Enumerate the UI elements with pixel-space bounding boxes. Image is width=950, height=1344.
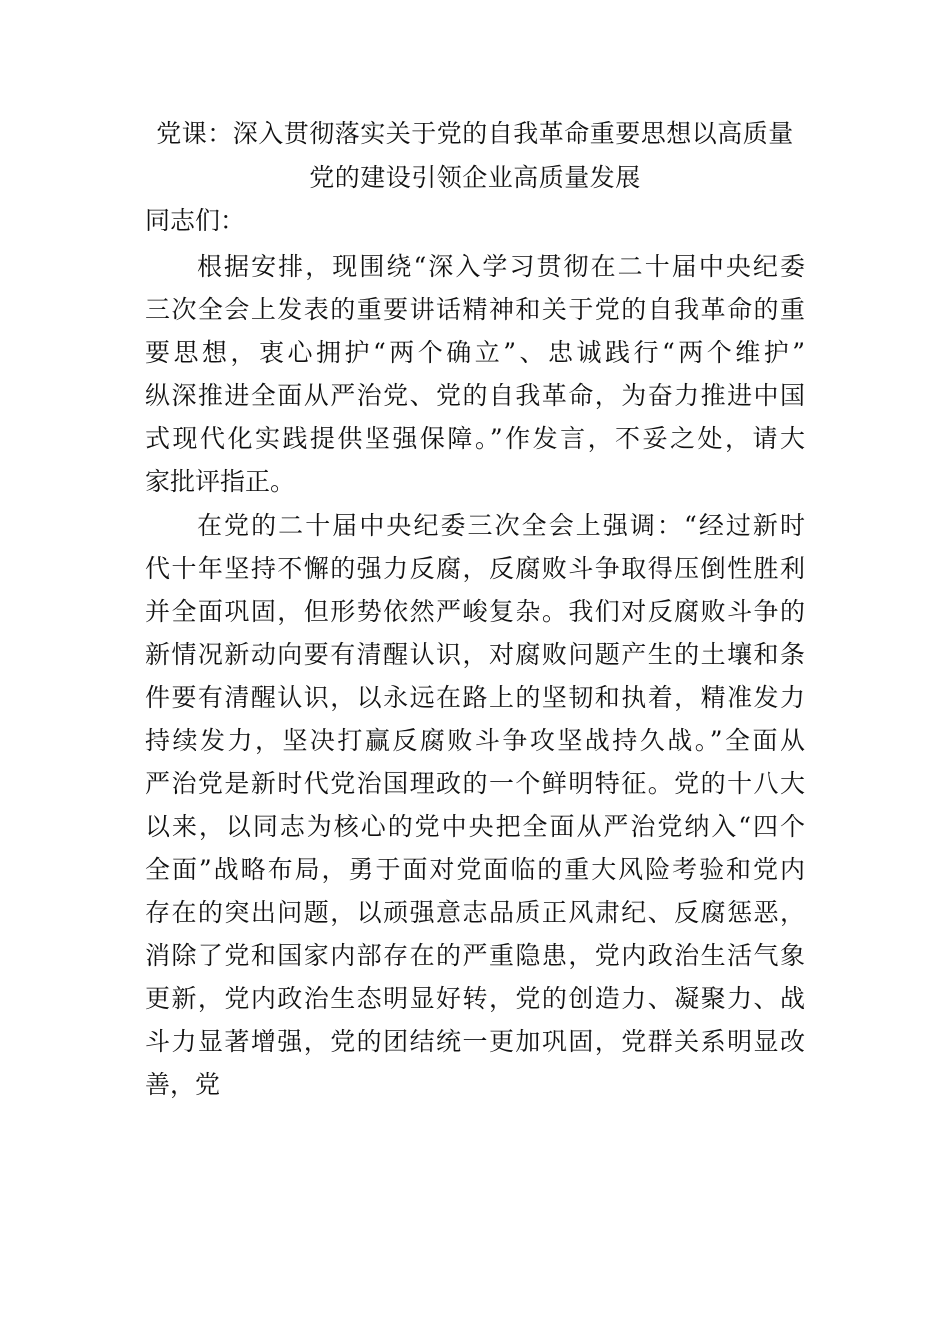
paragraph-2-line: 并全面巩固，但形势依然严峻复杂。我们对反腐败斗争的 (145, 597, 805, 626)
paragraph-2-line: 存在的突出问题，以顽强意志品质正风肃纪、反腐惩恶， (145, 898, 805, 927)
document-title-line-1: 党课：深入贯彻落实关于党的自我革命重要思想以高质量 (156, 119, 794, 148)
paragraph-2-line: 持续发力，坚决打赢反腐败斗争攻坚战持久战。”全面从 (145, 726, 805, 755)
paragraph-1-line: 式现代化实践提供坚强保障。”作发言，不妥之处，请大 (145, 424, 805, 453)
salutation: 同志们： (145, 206, 246, 235)
paragraph-2-line: 严治党是新时代党治国理政的一个鲜明特征。党的十八大 (145, 769, 805, 798)
paragraph-2-line: 全面”战略布局，勇于面对党面临的重大风险考验和党内 (145, 855, 805, 884)
paragraph-1-line: 纵深推进全面从严治党、党的自我革命，为奋力推进中国 (145, 381, 805, 410)
paragraph-1-line: 要思想，衷心拥护“两个确立”、忠诚践行“两个维护” (145, 338, 805, 367)
paragraph-1-line: 三次全会上发表的重要讲话精神和关于党的自我革命的重 (145, 295, 805, 324)
paragraph-2-line: 消除了党和国家内部存在的严重隐患，党内政治生活气象 (145, 941, 805, 970)
paragraph-2-line: 更新，党内政治生态明显好转，党的创造力、凝聚力、战 (145, 984, 805, 1013)
paragraph-2-line: 件要有清醒认识，以永远在路上的坚韧和执着，精准发力 (145, 683, 805, 712)
document-title-line-2: 党的建设引领企业高质量发展 (309, 163, 641, 192)
paragraph-2-line: 代十年坚持不懈的强力反腐，反腐败斗争取得压倒性胜利 (145, 554, 805, 583)
paragraph-2-line: 新情况新动向要有清醒认识，对腐败问题产生的土壤和条 (145, 640, 805, 669)
paragraph-1-line: 根据安排，现围绕“深入学习贯彻在二十届中央纪委 (197, 252, 805, 281)
paragraph-2-line: 以来，以同志为核心的党中央把全面从严治党纳入“四个 (145, 812, 805, 841)
paragraph-1-line: 家批评指正。 (145, 467, 296, 496)
paragraph-2-line: 在党的二十届中央纪委三次全会上强调：“经过新时 (197, 511, 805, 540)
paragraph-2-line: 斗力显著增强，党的团结统一更加巩固，党群关系明显改 (145, 1027, 805, 1056)
paragraph-2-line: 善，党 (145, 1070, 221, 1099)
